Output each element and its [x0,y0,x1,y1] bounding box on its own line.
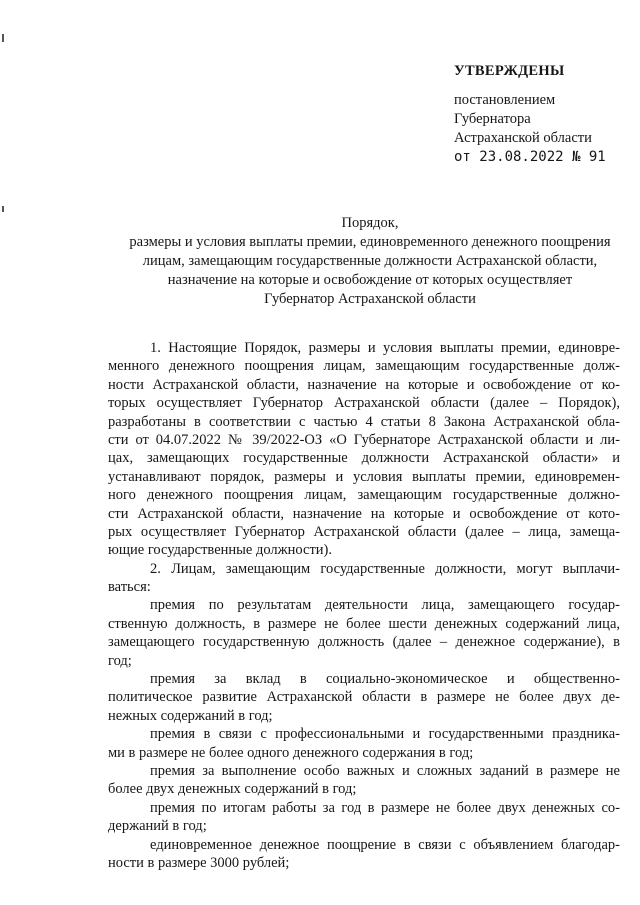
body-line: ственную должность, в размере не более шести денежных содержаний лица, [108,615,620,632]
body-line: ности Астраханской области, назначение на которые и освобождение от ко- [108,376,620,393]
approval-block [454,62,634,167]
title-line: лицам, замещающим государственные должности Астраханской области, [142,253,598,269]
body-line: единовременное денежное поощрение в связи с объявлением благодар- [150,836,620,853]
title-line: Губернатор Астраханской области [264,291,476,307]
scan-edge-mark [2,206,4,212]
title-line: Порядок, [341,215,399,231]
body-line: ности в размере 3000 рублей; [108,854,290,871]
body-line: премия по итогам работы за год в размере не более двух денежных со- [150,799,620,816]
title-line: размеры и условия выплаты премии, единовременного денежного поощрения [129,234,611,250]
body-line: нежных содержаний в год; [108,707,273,724]
body-line: ного денежного поощрения лицам, замещающим государственные должно- [108,487,620,504]
body-line: замещающего государственную должность (далее – денежное содержание), в [108,634,620,651]
document-body [108,339,620,872]
approval-line: Губернатора [454,111,531,127]
body-line: менного денежного поощрения лицам, замещающим государственные долж- [108,358,620,375]
approval-date-line: от 23.08.2022 № 91 [454,149,606,165]
body-line: держаний в год; [108,818,207,835]
body-line: торых осуществляет Губернатор Астраханской области (далее – Порядок), [108,395,620,412]
body-line: год; [108,652,132,669]
approval-heading: УТВЕРЖДЕНЫ [454,63,565,79]
body-line: более двух денежных содержаний в год; [108,781,357,798]
body-line: ваться: [108,579,151,596]
body-line: сти от 04.07.2022 № 39/2022-ОЗ «О Губернаторе Астраханской области и ли- [108,431,620,448]
body-line: рых осуществляет Губернатор Астраханской области (далее – лица, замеща- [108,523,620,540]
body-line: политическое развитие Астраханской области в размере не более двух де- [108,689,620,706]
body-line: 2. Лицам, замещающим государственные должности, могут выплачи- [150,560,620,577]
approval-line: Астраханской области [454,130,592,146]
body-line: премия по результатам деятельности лица, замещающего государ- [150,597,620,614]
body-line: цах, замещающих государственные должности Астраханской области» и [108,450,620,467]
scan-edge-mark [2,34,4,42]
body-line: ющие государственные должности). [108,542,332,559]
body-line: устанавливают порядок, размеры и условия выплаты премии, единовремен- [108,468,620,485]
body-line: премия за выполнение особо важных и сложных заданий в размере не [150,762,620,779]
document-title [100,214,640,309]
title-line: назначение на которые и освобождение от которых осуществляет [167,272,573,288]
body-line: разработаны в соответствии с частью 4 статьи 8 Закона Астраханской обла- [108,413,620,430]
body-line: премия за вклад в социально-экономическое и общественно- [150,671,620,688]
body-line: сти Астраханской области, назначение на которые и освобождение от кото- [108,505,620,522]
body-line: ми в размере не более одного денежного содержания в год; [108,744,474,761]
body-line: 1. Настоящие Порядок, размеры и условия выплаты премии, единовре- [150,340,620,356]
approval-line: постановлением [454,92,556,108]
body-line: премия в связи с профессиональными и государственными праздника- [150,726,620,743]
